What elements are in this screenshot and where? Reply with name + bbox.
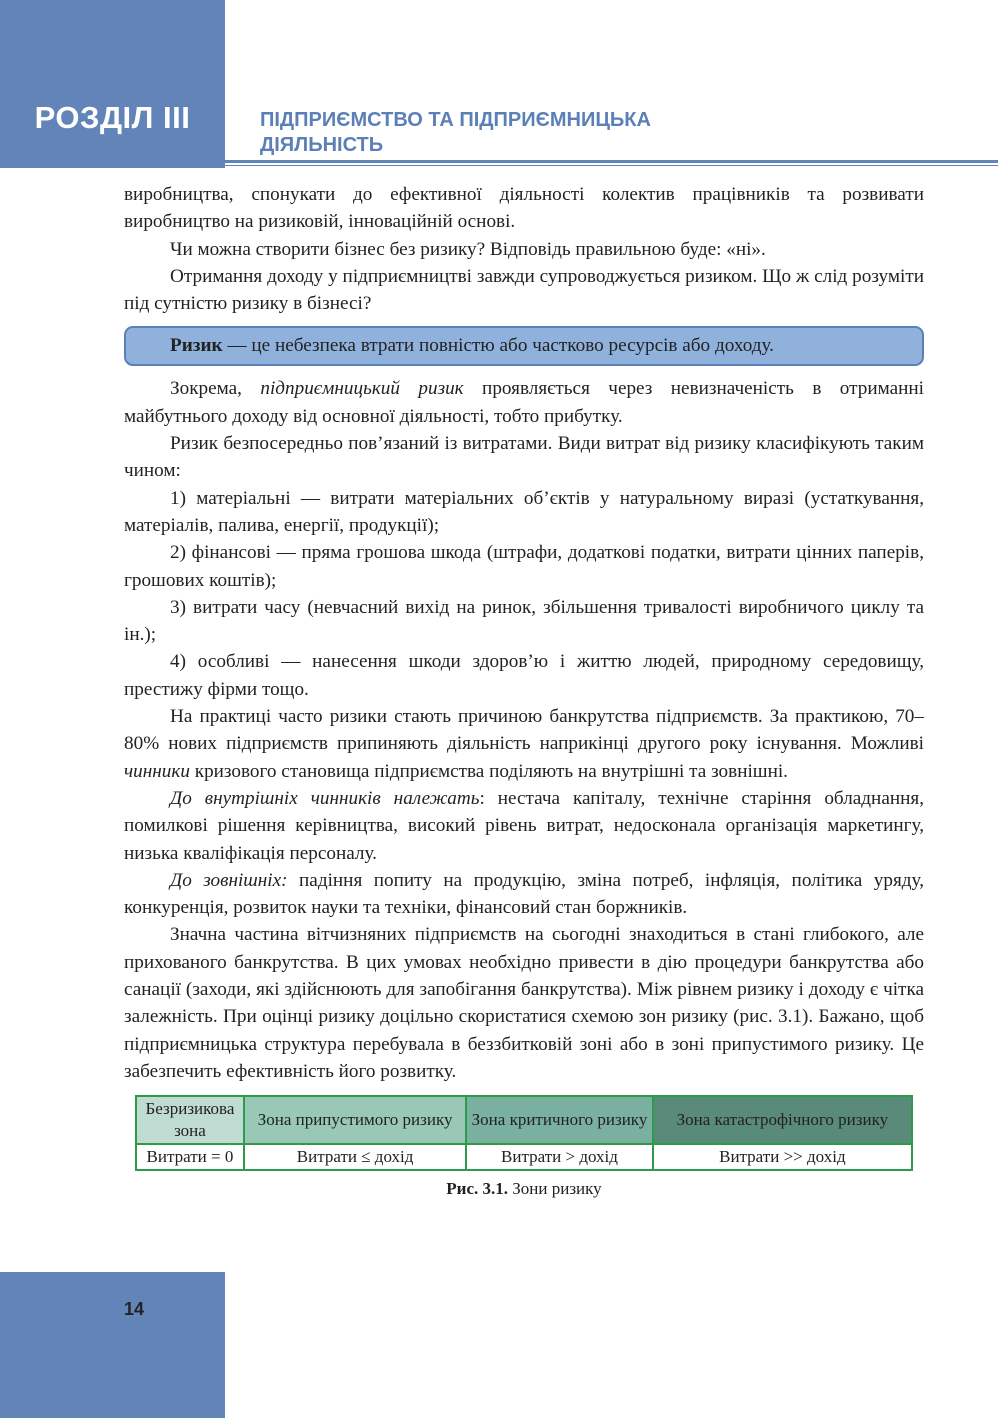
paragraph: [124, 703, 924, 785]
zone-cell: Зона припустимого ризику: [244, 1096, 466, 1144]
cost-cell: Витрати ≤ дохід: [244, 1144, 466, 1170]
text-run: проявляється через невизначеність в отриманні майбутнього доходу від основної діяльності, тобто прибутку.: [124, 378, 925, 427]
text-run: : нестача капіталу, технічне старіння обладнання, помилкові рішення керівництва, високий рівень витрат, недосконала організація маркетингу, низька кваліфікація персоналу.: [124, 787, 924, 864]
definition-term: Ризик: [170, 335, 223, 357]
definition-text: це небезпека втрати повністю або частково ресурсів або доходу.: [251, 335, 774, 357]
chapter-title: [260, 108, 820, 158]
paragraph: [124, 785, 924, 867]
paragraph: Отримання доходу у підприємництві завжди супроводжується ризиком. Що ж слід розуміти під сутністю ризику в бізнесі?: [124, 265, 924, 315]
cost-cell: Витрати >> дохід: [653, 1144, 912, 1170]
zone-cell: Безризикова зона: [136, 1096, 244, 1144]
header-sidebar-block: [0, 0, 225, 168]
italic-term: До внутрішніх чинників належать: [170, 787, 480, 809]
list-item: 2) фінансові — пряма грошова шкода (штрафи, додаткові податки, витрати цінних паперів, грошових коштів);: [124, 542, 924, 591]
cost-cell: Витрати = 0: [136, 1144, 244, 1170]
figure-caption: [124, 1177, 924, 1201]
paragraph: [124, 375, 924, 430]
text-run: Зокрема,: [170, 378, 261, 400]
definition-box: [124, 326, 924, 366]
zone-cell: Зона катастрофічного ризику: [653, 1096, 912, 1144]
paragraph: виробництва, спонукати до ефективної діяльності колектив працівників та розвивати виробництво на ризиковій, інноваційній основі.: [124, 184, 924, 233]
zone-cell: Зона критичного ризику: [466, 1096, 652, 1144]
italic-term: підприємницький ризик: [260, 378, 464, 400]
chapter-title-line2: ДІЯЛЬНІСТЬ: [260, 134, 384, 156]
header-rule: [225, 160, 998, 163]
definition-dash: —: [222, 335, 252, 357]
table-row: [136, 1144, 912, 1170]
text-run: На практиці часто ризики стають причиною банкрутства підприємств. За практикою, 70–80% нових підприємств припиняють діяльність наприкінці другого року існування. Можливі: [124, 706, 924, 755]
header-rule-thin: [225, 165, 998, 166]
table-row: [136, 1096, 912, 1144]
paragraph: [124, 867, 924, 922]
text-run: падіння попиту на продукцію, зміна потреб, інфляція, політика уряду, конкуренція, розвиток науки та техніки, фінансовий стан боржників.: [124, 869, 925, 919]
paragraph: Ризик безпосередньо пов’язаний із витратами. Види витрат від ризику класифікують таким чином:: [124, 433, 924, 482]
cost-cell: Витрати > дохід: [466, 1144, 652, 1170]
risk-zones-table: [135, 1095, 913, 1171]
paragraph: Значна частина вітчизняних підприємств на сьогодні знаходиться в стані глибокого, але прихованого банкрутства. В цих умовах необхідно привести в дію процедури банкрутства або санації (заходи, які здійснюють для запобігання банкрутства). Між рівнем ризику і доходу є чітка залежність. При оцінці ризику доцільно скористатися схемою зон ризику (рис. 3.1). Бажано, щоб підприємницька структура перебувала в беззбитковій зоні або в зоні припустимого ризику. Це забезпечить ефективність його розвитку.: [124, 924, 924, 1082]
list-item: 3) витрати часу (невчасний вихід на ринок, збільшення тривалості виробничого циклу та ін.);: [124, 596, 924, 646]
italic-term: До зовнішніх:: [170, 869, 288, 891]
footer-sidebar-block: [0, 1272, 225, 1418]
paragraph: Чи можна створити бізнес без ризику? Відповідь правильною буде: «ні».: [170, 238, 766, 260]
page-body: [124, 181, 924, 1201]
chapter-title-line1: ПІДПРИЄМСТВО ТА ПІДПРИЄМНИЦЬКА: [260, 109, 651, 131]
page-number: 14: [124, 1299, 145, 1319]
list-item: 1) матеріальні — витрати матеріальних об’єктів у натуральному виразі (устаткування, матеріалів, палива, енергії, продукції);: [124, 487, 924, 536]
chapter-label: РОЗДІЛ ІІІ: [34, 100, 191, 135]
text-run: кризового становища підприємства поділяють на внутрішні та зовнішні.: [189, 760, 788, 782]
list-item: 4) особливі — нанесення шкоди здоров’ю і життю людей, природному середовищу, престижу фірми тощо.: [124, 651, 924, 700]
italic-term: чинники: [124, 760, 190, 782]
caption-label: Рис. 3.1.: [446, 1179, 509, 1199]
caption-text: Зони ризику: [508, 1179, 602, 1199]
